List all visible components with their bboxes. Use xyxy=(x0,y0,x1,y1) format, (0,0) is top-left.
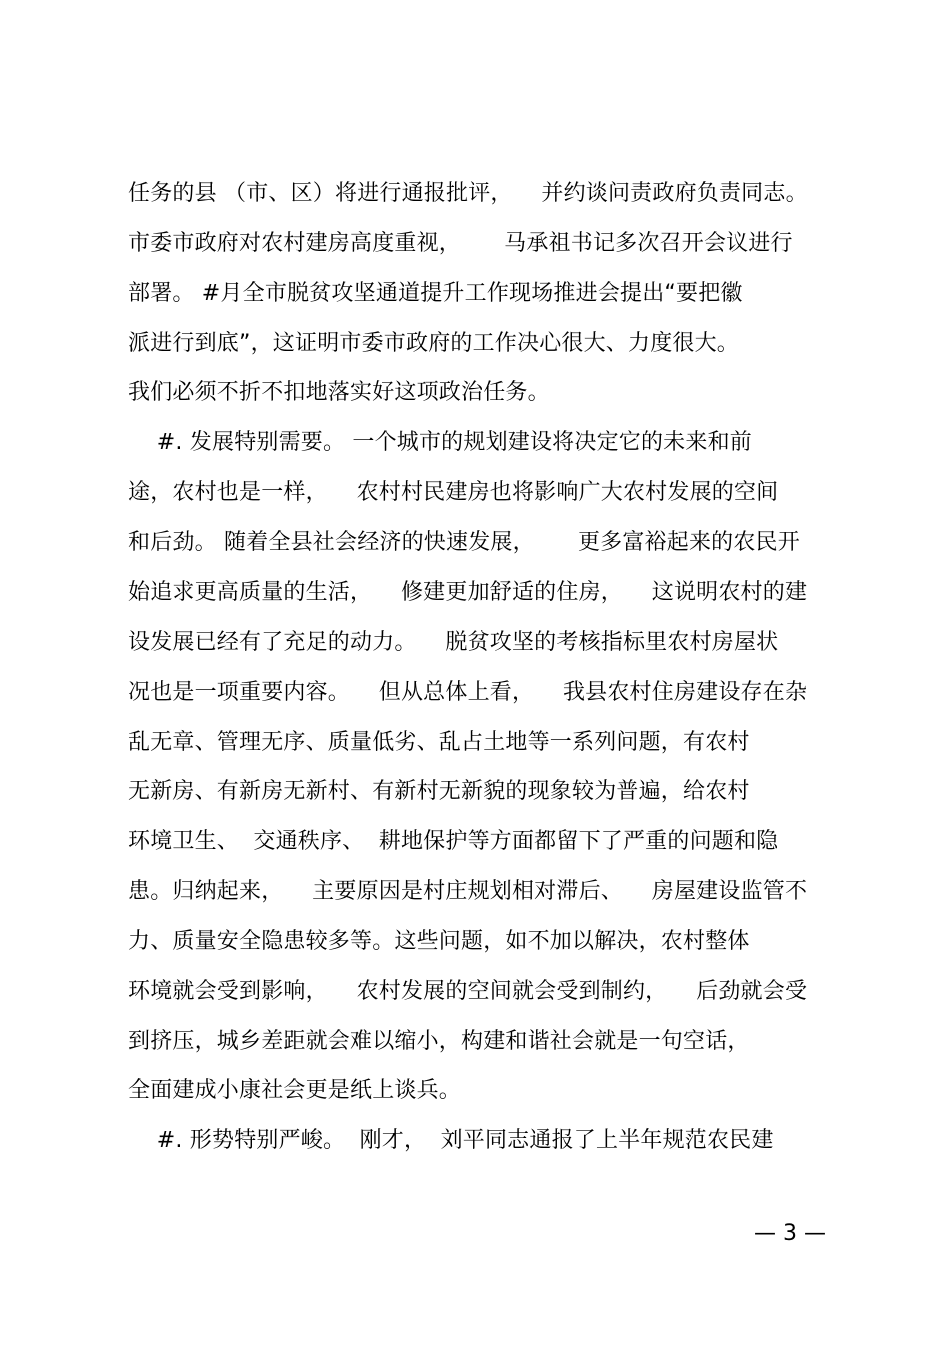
text-line: 始追求更高质量的生活， 修建更加舒适的住房， 这说明农村的建 xyxy=(128,580,808,605)
page-number: — 3 — xyxy=(754,1221,826,1246)
text-line: 环境就会受到影响， 农村发展的空间就会受到制约， 后劲就会受 xyxy=(128,979,808,1004)
text-line: 力、质量安全隐患较多等。这些问题，如不加以解决，农村整体 xyxy=(128,929,750,954)
text-line: 无新房、有新房无新村、有新村无新貌的现象较为普遍，给农村 xyxy=(128,779,750,804)
text-line: 部署。 #月全市脱贫攻坚通道提升工作现场推进会提出“要把徽 xyxy=(128,281,743,306)
text-line: 我们必须不折不扣地落实好这项政治任务。 xyxy=(128,380,550,405)
text-line: 患。归纳起来， 主要原因是村庄规划相对滞后、 房屋建设监管不 xyxy=(128,879,808,904)
text-line: 环境卫生、 交通秩序、 耕地保护等方面都留下了严重的问题和隐 xyxy=(128,829,779,854)
text-line: 途，农村也是一样， 农村村民建房也将影响广大农村发展的空间 xyxy=(128,480,779,505)
text-line: 设发展已经有了充足的动力。 脱贫攻坚的考核指标里农村房屋状 xyxy=(128,630,779,655)
text-line: 任务的县 （市、区）将进行通报批评， 并约谈问责政府负责同志。 xyxy=(128,181,808,206)
text-line: 派进行到底”，这证明市委市政府的工作决心很大、力度很大。 xyxy=(128,331,739,356)
text-line: #. 形势特别严峻。 刚才， 刘平同志通报了上半年规范农民建 xyxy=(128,1128,774,1153)
text-line: 和后劲。 随着全县社会经济的快速发展， 更多富裕起来的农民开 xyxy=(128,530,800,555)
text-line: #. 发展特别需要。 一个城市的规划建设将决定它的未来和前 xyxy=(128,430,752,455)
text-line: 到挤压，城乡差距就会难以缩小，构建和谐社会就是一句空话， xyxy=(128,1029,750,1054)
text-line: 况也是一项重要内容。 但从总体上看， 我县农村住房建设存在杂 xyxy=(128,680,808,705)
text-line: 全面建成小康社会更是纸上谈兵。 xyxy=(128,1078,462,1103)
text-line: 乱无章、管理无序、质量低劣、乱占土地等一系列问题，有农村 xyxy=(128,730,750,755)
text-line: 市委市政府对农村建房高度重视， 马承祖书记多次召开会议进行 xyxy=(128,231,793,256)
